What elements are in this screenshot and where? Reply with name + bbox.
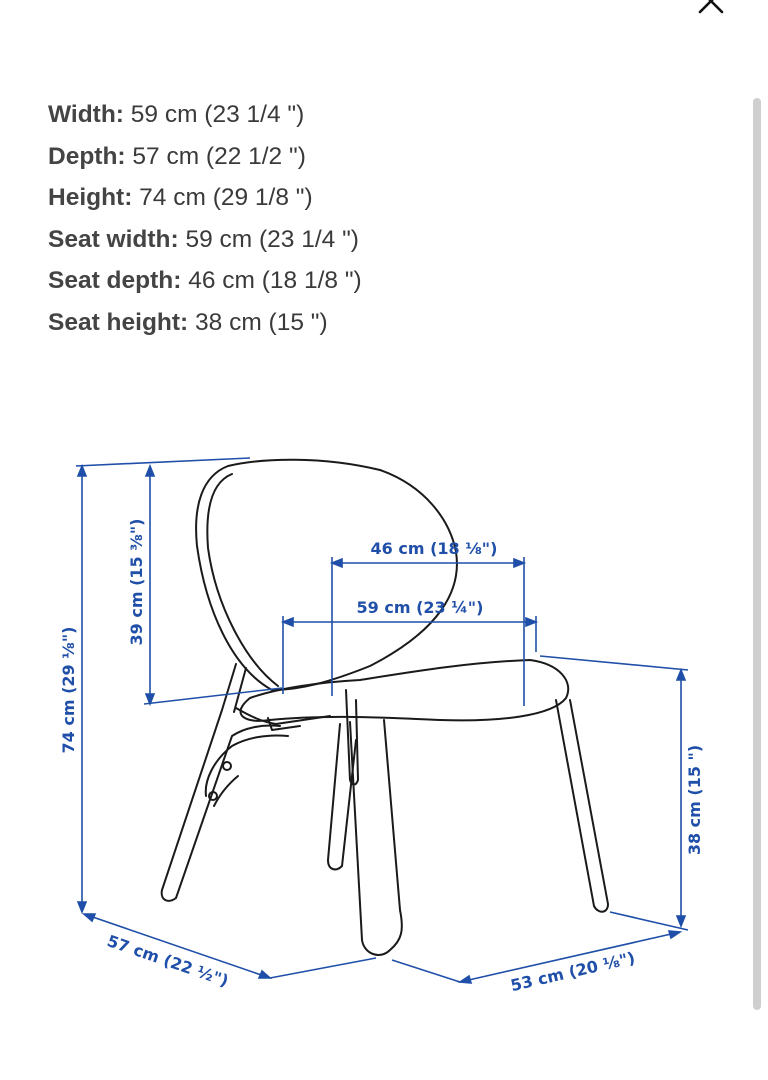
close-icon <box>690 0 730 26</box>
arrowhead <box>84 914 95 921</box>
chair-dimension-diagram <box>0 440 740 1000</box>
scrollbar[interactable] <box>753 98 761 1010</box>
backrest-height-label: 39 cm (15 ⅜") <box>127 518 146 646</box>
arrowhead <box>669 931 680 938</box>
arrowhead <box>677 916 685 926</box>
measurement-label: Width: <box>48 101 124 128</box>
measurement-value: 59 cm (23 1/4 ") <box>123 101 305 128</box>
seat-height-extension-line <box>540 656 688 670</box>
height-extension-line <box>76 458 250 466</box>
arrowhead <box>677 670 685 680</box>
measurement-value: 46 cm (18 1/8 ") <box>181 267 362 294</box>
depth-extension-line <box>270 958 376 978</box>
depth-label: 57 cm (22 ½") <box>104 931 231 991</box>
measurement-value: 59 cm (23 1/4 ") <box>178 225 359 253</box>
measurements-list <box>48 94 362 343</box>
measurement-label: Height: <box>48 184 133 211</box>
measurement-label: Seat depth: <box>48 267 182 294</box>
arrowhead <box>526 618 536 626</box>
arrowhead <box>146 466 154 476</box>
seat-width-label: 59 cm (23 ¼") <box>356 598 484 617</box>
arrowhead <box>78 466 86 476</box>
width-extension-line <box>392 960 460 982</box>
measurement-value: 38 cm (15 ") <box>188 308 328 336</box>
seat-height-extension-line <box>610 912 688 930</box>
dimension-lines <box>76 458 688 983</box>
measurement-seat-depth <box>48 260 362 302</box>
width-label: 53 cm (20 ⅛") <box>508 948 637 996</box>
arrowhead <box>460 976 471 983</box>
measurement-height <box>48 177 362 219</box>
arrowhead <box>514 559 524 567</box>
measurement-seat-width <box>48 219 362 261</box>
seat-depth-label: 46 cm (18 ⅛") <box>370 539 498 558</box>
measurement-label: Seat height: <box>48 308 189 336</box>
measurement-width <box>48 94 362 136</box>
measurement-depth <box>48 136 362 178</box>
arrowhead <box>78 902 86 912</box>
total-height-label: 74 cm (29 ⅛") <box>59 626 78 754</box>
arrowhead <box>283 618 293 626</box>
dimension-labels <box>59 519 704 996</box>
chair-drawing <box>162 460 608 955</box>
arrowhead <box>259 971 270 978</box>
measurement-label: Depth: <box>48 142 126 170</box>
close-button[interactable] <box>690 0 730 26</box>
backrest-extension-line <box>144 688 282 704</box>
measurement-value: 74 cm (29 1/8 ") <box>132 184 313 211</box>
measurement-seat-height <box>48 302 362 344</box>
measurement-value: 57 cm (22 1/2 ") <box>125 142 306 170</box>
measurement-label: Seat width: <box>48 225 179 253</box>
seat-height-label: 38 cm (15 ") <box>685 744 704 856</box>
arrowhead <box>332 559 342 567</box>
